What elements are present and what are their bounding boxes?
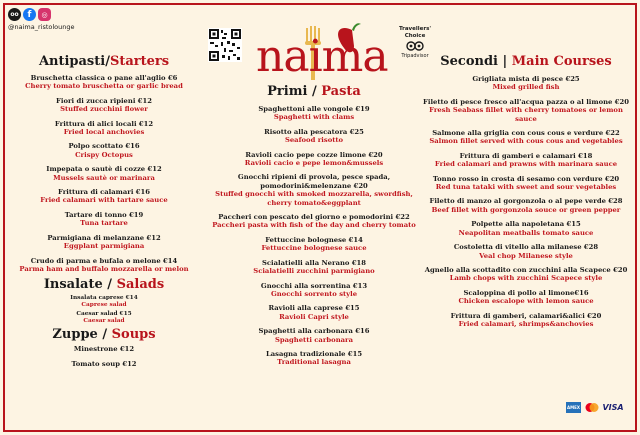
owl-icon	[406, 40, 424, 52]
menu-item	[212, 213, 416, 230]
menu-item-italian: Frittura di alici locali €12	[54, 119, 154, 128]
menu-item-english: Salmon fillet served with cous cous and vegetables	[429, 137, 623, 146]
menu-item-english: Fresh Seabass fillet with cherry tomatoes or lemon sauce	[429, 106, 623, 123]
menu-item	[418, 289, 634, 306]
menu-item-english: Mussels sautè or marinara	[53, 173, 155, 182]
menu-item-english: Ravioli Capri style	[279, 312, 349, 321]
menu-item-italian: Frittura di gamberi e calamari €18	[459, 151, 593, 160]
menu-item-english: Red tuna tataki with sweet and sour vegetables	[435, 183, 617, 192]
tripadvisor-icon[interactable]: oo	[8, 8, 21, 21]
menu-item	[418, 220, 634, 237]
menu-item	[6, 74, 202, 91]
menu-item-english: Crispy Octopus	[75, 150, 133, 159]
pasta-heading: Primi / Pasta	[267, 84, 361, 99]
menu-item-italian: Ravioli alla caprese €15	[268, 304, 360, 313]
menu-item-italian: Crudo di parma e bufala o melone €14	[30, 256, 178, 265]
facebook-icon[interactable]: f	[23, 8, 36, 21]
menu-item-italian: Polpo scottato €16	[68, 142, 140, 151]
mastercard-icon	[584, 402, 600, 413]
menu-item	[212, 236, 416, 253]
menu-item-italian: Bruschetta classica o pane all'aglio €6	[30, 74, 178, 82]
menu-item-italian: Spaghettoni alle vongole €19	[258, 105, 370, 113]
menu-item-english: Veal chop Milanese style	[479, 251, 573, 260]
menu-item-english: Parma ham and buffalo mozzarella or melon	[19, 264, 189, 273]
menu-item-english: Fried calamari and prawns with marinara sauce	[434, 160, 618, 169]
menu-item-italian: Scialatielli alla Nerano €18	[261, 258, 367, 267]
menu-item	[212, 259, 416, 276]
social-handle: @naima_ristolounge	[8, 23, 75, 31]
salads-heading: Insalate / Salads	[43, 277, 165, 293]
menu-item-italian: Agnello alla scottadito con zucchini alla Scapece €20	[424, 265, 628, 274]
menu-item-italian: Risotto alla pescatora €25	[264, 127, 364, 136]
instagram-icon[interactable]: ◎	[38, 8, 51, 21]
menu-item-italian: Filetto di pesce fresco all'acqua pazza o al limone €20	[423, 97, 629, 106]
menu-item-english: Beef fillet with gorgonzola souce or green pepper	[431, 205, 621, 214]
menu-item-italian: Grigliata mista di pesce €25	[472, 75, 580, 83]
menu-item-italian: Spaghetti alla carbonara €16	[258, 327, 370, 336]
menu-item-italian: Polpette alla napoletana €15	[471, 220, 581, 229]
menu-item	[212, 327, 416, 344]
menu-item	[6, 360, 202, 368]
menu-item-english: Scialatielli zucchini parmigiano	[253, 267, 375, 276]
menu-item-italian: Salmone alla griglia con cous cous e verdure €22	[432, 129, 620, 138]
menu-item	[212, 304, 416, 321]
menu-item	[6, 165, 202, 182]
menu-item-italian: Frittura di gamberi, calamari&alici €20	[450, 311, 602, 320]
pasta-list	[212, 105, 416, 367]
menu-item	[6, 311, 202, 325]
menu-item	[418, 266, 634, 283]
menu-item	[418, 312, 634, 329]
social-links	[8, 8, 75, 31]
menu-item-italian: Frittura di calamari €16	[58, 188, 150, 197]
menu-item-italian: Costoletta di vitello alla milanese €28	[453, 243, 599, 252]
visa-icon: VISA	[602, 403, 624, 412]
menu-item	[6, 295, 202, 309]
menu-item	[212, 128, 416, 145]
starters-heading: Antipasti/Starters	[38, 54, 170, 69]
amex-icon: AMEX	[566, 402, 581, 413]
menu-item-english: Fettuccine bolognese sauce	[261, 244, 367, 253]
payment-methods	[566, 402, 623, 413]
menu-item-english: Caesar salad	[83, 318, 125, 325]
menu-item	[6, 142, 202, 159]
menu-item	[418, 197, 634, 214]
badge-line3: Tripadvisor	[401, 53, 429, 59]
pasta-column	[212, 84, 416, 373]
menu-item-english: Fried local anchovies	[63, 128, 145, 137]
menu-item-italian: Minestrone €12	[73, 345, 135, 354]
menu-item-english: Lamb chops with zucchini Scapece style	[449, 274, 603, 283]
menu-item-italian: Ravioli cacio pepe cozze limone €20	[245, 150, 383, 159]
menu-item	[418, 243, 634, 260]
menu-item	[6, 211, 202, 228]
menu-item	[6, 97, 202, 114]
menu-item-italian: Fettuccine bolognese €14	[265, 235, 363, 244]
menu-item-italian: Gnocchi ripieni di provola, pesce spada, pomodorini&melenzane €20	[237, 173, 391, 190]
qr-code	[208, 28, 242, 62]
menu-item-english: Spaghetti carbonara	[274, 335, 354, 344]
menu-item-english: Cherry tomato bruschetta or garlic bread	[25, 82, 183, 91]
menu-item-english: Paccheri pasta with fish of the day and cherry tomato	[212, 221, 416, 230]
menu-item	[418, 75, 634, 92]
menu-item-italian: Paccheri con pescato del giorno e pomodorini €22	[218, 213, 410, 222]
menu-item-italian: Filetto di manzo al gorgonzola o al pepe verde €28	[429, 197, 623, 206]
menu-item-italian: Fiori di zucca ripieni €12	[56, 96, 152, 105]
menu-item-italian: Impepata o sautè di cozze €12	[46, 165, 162, 174]
menu-item-italian: Scaloppina di pollo al limone€16	[463, 288, 589, 297]
menu-item	[6, 234, 202, 251]
menu-item-italian: Parmigiana di melanzane €12	[47, 233, 161, 242]
menu-item-english: Fried calamari with tartare sauce	[40, 196, 168, 205]
menu-item-english: Stuffed gnocchi with smoked mozzarella, swordfish, cherry tomato&eggplant	[215, 190, 413, 207]
menu-item-italian: Gnocchi alla sorrentina €13	[260, 281, 368, 290]
menu-item-english: Seafood risotto	[284, 136, 344, 145]
starters-list	[6, 74, 202, 273]
menu-item	[418, 175, 634, 192]
menu-item	[6, 257, 202, 274]
menu-item-english: Fried calamari, shrimps&anchovies	[458, 319, 594, 328]
logo-wordmark: naima	[256, 31, 388, 82]
menu-item-italian: Insalata caprese €14	[70, 295, 138, 302]
main-courses-heading: Secondi | Main Courses	[440, 54, 612, 69]
starters-column	[6, 54, 202, 374]
menu-item-english: Stuffed zucchini flower	[60, 105, 148, 114]
soups-list	[6, 345, 202, 368]
menu-item	[212, 282, 416, 299]
menu-item	[418, 152, 634, 169]
menu-item-italian: Lasagna tradizionale €15	[265, 349, 363, 358]
menu-item	[6, 120, 202, 137]
soups-heading: Zuppe / Soups	[52, 327, 156, 343]
menu-item-english: Caprese salad	[81, 302, 127, 309]
main-courses-column	[418, 54, 634, 334]
main-courses-list	[418, 75, 634, 328]
menu-item-italian: Tomato soup €12	[71, 359, 137, 368]
menu-item	[418, 129, 634, 146]
menu-item	[6, 345, 202, 353]
menu-item	[212, 173, 416, 207]
menu-item-italian: Tonno rosso in crosta di sesamo con verdure €20	[432, 174, 620, 183]
menu-item-english: Gnocchi sorrento style	[270, 289, 358, 298]
menu-item	[212, 105, 416, 122]
menu-item-english: Ravioli cacio e pepe lemon&mussels	[244, 159, 384, 168]
menu-item-english: Mixed grilled fish	[492, 83, 560, 92]
menu-item	[212, 151, 416, 168]
menu-item-english: Spaghetti with clams	[273, 113, 355, 122]
menu-item-italian: Caesar salad €15	[76, 311, 132, 318]
restaurant-logo	[244, 14, 394, 84]
salads-list	[6, 295, 202, 325]
badge-line1: Travellers'	[398, 26, 432, 32]
menu-item-italian: Tartare di tonno €19	[64, 210, 144, 219]
menu-item-english: Traditional lasagna	[277, 358, 351, 367]
menu-item-english: Tuna tartare	[80, 219, 128, 228]
menu-item-english: Neapolitan meatballs tomato sauce	[458, 228, 594, 237]
menu-item	[212, 350, 416, 367]
menu-item-english: Chicken escalope with lemon sauce	[458, 297, 594, 306]
menu-item-english: Eggplant parmigiana	[63, 242, 145, 251]
badge-line2: Choice	[404, 32, 426, 39]
menu-item	[6, 188, 202, 205]
menu-item	[418, 98, 634, 123]
